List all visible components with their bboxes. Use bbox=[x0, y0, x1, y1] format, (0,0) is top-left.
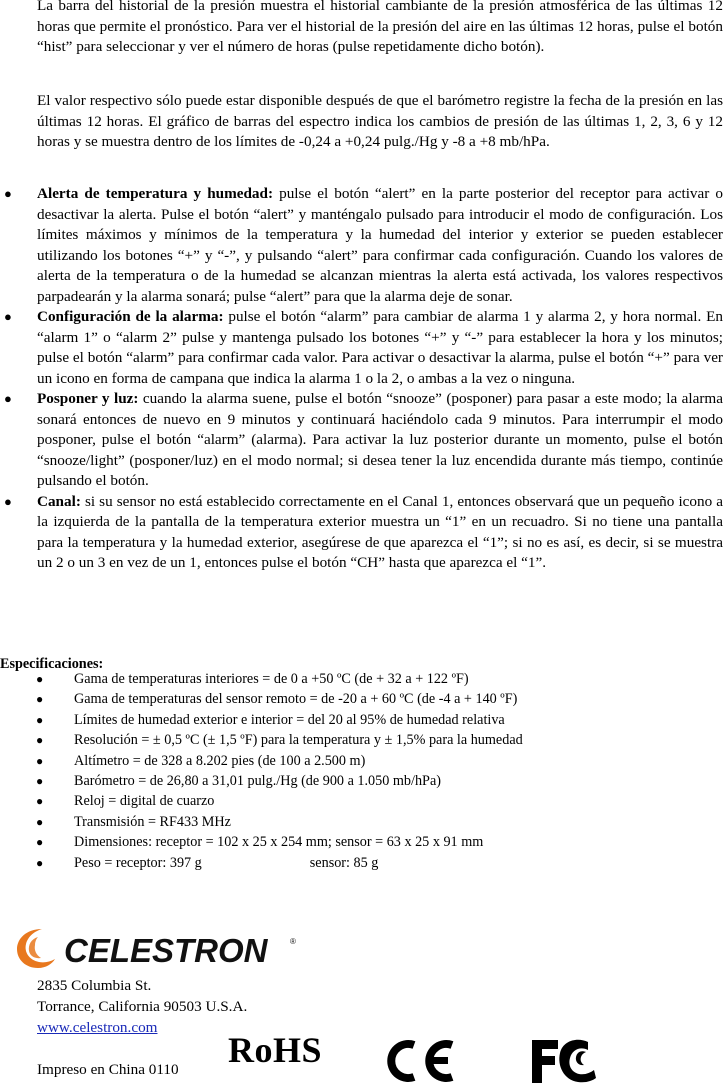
spec-item: ● Gama de temperaturas interiores = de 0 a +50 ºC (de + 32 a + 122 ºF) bbox=[36, 669, 523, 689]
spec-item-weight bbox=[36, 853, 523, 873]
bullet-text: si su sensor no está establecido correctamente en el Canal 1, entonces observará que un pequeño icono a la izquierda de la pantalla de la temperatura exterior muestra un “1” en un recuadro. Si no tiene una pantalla para la temperatura y la humedad exterior, asegúrese de que aparezca el “1”; si no es así, es decir, si se muestra un 2 o un 3 en vez de un 1, entonces pulse el botón “CH” hasta que aparezca el “1”. bbox=[37, 492, 723, 571]
bullet-posponer bbox=[0, 389, 723, 492]
bullet-dot-icon: ● bbox=[36, 814, 44, 829]
bullet-title: Canal: bbox=[37, 492, 81, 510]
company-address bbox=[37, 975, 247, 1038]
bullet-dot-icon: ● bbox=[4, 186, 12, 201]
spec-item: ● Resolución = ± 0,5 ºC (± 1,5 ºF) para la temperatura y ± 1,5% para la humedad bbox=[36, 730, 523, 750]
bullet-alarma bbox=[0, 307, 723, 389]
bullet-dot-icon: ● bbox=[36, 794, 44, 809]
celestron-logo bbox=[14, 925, 299, 971]
bullet-text: pulse el botón “alert” en la parte posterior del receptor para activar o desactivar la alerta. Pulse el botón “alert” y manténgalo pulsado para introducir el modo de configuración. Los límites máximos y mínimos de la temperatura y la humedad del interior y exterior se pueden establecer utilizando los botones “+” y “-”, y pulsando “alert” para confirmar cada configuración. Cuando los valores de alerta de la temperatura o de la humedad se alcanzan mientras la alerta está activada, los valores respectivos parpadearán y la alarma sonará; pulse “alert” para que la alarma deje de sonar. bbox=[37, 185, 723, 305]
bullet-dot-icon: ● bbox=[36, 692, 44, 707]
intro-paragraph-2: El valor respectivo sólo puede estar disponible después de que el barómetro registre la fecha de la presión en las últimas 12 horas. El gráfico de barras del espectro indica los cambios de presión de las últimas 1, 2, 3, 6 y 12 horas y se muestra dentro de los límites de -0,24 a +0,24 pulg./Hg y -8 a +8 mb/hPa. bbox=[37, 92, 723, 150]
spec-item: ● Gama de temperaturas del sensor remoto = de -20 a + 60 ºC (de -4 a + 140 ºF) bbox=[36, 689, 523, 709]
bullet-dot-icon: ● bbox=[4, 391, 12, 406]
bullet-alerta bbox=[0, 184, 723, 307]
bullet-text: pulse el botón “alarm” para cambiar de alarma 1 y alarma 2, y hora normal. En “alarm 1” o “alarm 2” pulse y mantenga pulsado los botones “+” y “-” para establecer la hora y los minutos; pulse el botón “alarm” para confirmar cada valor. Para activar o desactivar la alarma, pulse el botón “+” para ver un icono en forma de campana que indica la alarma 1 o la 2, o ambas a la vez o ninguna. bbox=[37, 308, 723, 387]
logo-wordmark: CELESTRON bbox=[64, 932, 268, 969]
celestron-swoosh-icon bbox=[17, 929, 55, 968]
bullet-dot-icon: ● bbox=[36, 672, 44, 686]
bullet-dot-icon: ● bbox=[36, 753, 44, 768]
fc-mark-icon bbox=[528, 1034, 600, 1087]
spec-item: ● Dimensiones: receptor = 102 x 25 x 254 mm; sensor = 63 x 25 x 91 mm bbox=[36, 832, 523, 852]
spec-item: ● Barómetro = de 26,80 a 31,01 pulg./Hg (de 900 a 1.050 mb/hPa) bbox=[36, 771, 523, 791]
spec-item: ● Transmisión = RF433 MHz bbox=[36, 812, 523, 832]
bullet-dot-icon: ● bbox=[36, 712, 44, 727]
bullet-dot-icon: ● bbox=[4, 309, 12, 324]
bullet-dot-icon: ● bbox=[36, 835, 44, 850]
bullet-title: Posponer y luz: bbox=[37, 390, 139, 407]
bullet-canal bbox=[0, 492, 723, 574]
weight-sensor: sensor: 85 g bbox=[309, 854, 379, 871]
bullet-dot-icon: ● bbox=[36, 855, 44, 870]
registered-mark: ® bbox=[290, 937, 296, 946]
bullet-dot-icon: ● bbox=[36, 733, 44, 748]
rohs-mark: RoHS bbox=[228, 1030, 323, 1070]
weight-receptor: Peso = receptor: 397 g bbox=[74, 854, 202, 871]
bullet-text: cuando la alarma suene, pulse el botón “snooze” (posponer) para pasar a este modo; la alarma sonará entonces de nuevo en 9 minutos y continuará haciéndolo cada 9 minutos. Para interrumpir el modo posponer, pulse el botón “alarm” (alarma). Para activar la luz posterior durante un momento, pulse el botón “snooze/light” (posponer/luz) en el modo normal; si desea tener la luz encendida durante más tiempo, continúe pulsando el botón. bbox=[37, 390, 723, 489]
specifications-heading: Especificaciones: bbox=[0, 656, 104, 672]
address-line-2: Torrance, California 90503 U.S.A. bbox=[37, 998, 248, 1015]
specifications-list bbox=[36, 669, 523, 873]
bullet-title: Configuración de la alarma: bbox=[37, 308, 224, 325]
spec-item: ● Altímetro = de 328 a 8.202 pies (de 100 a 2.500 m) bbox=[36, 751, 523, 771]
feature-bullet-list bbox=[0, 184, 723, 574]
spec-item: ● Límites de humedad exterior e interior = del 20 al 95% de humedad relativa bbox=[36, 710, 523, 730]
spec-item: ● Reloj = digital de cuarzo bbox=[36, 791, 523, 811]
intro-paragraph-1: La barra del historial de la presión muestra el historial cambiante de la presión atmosférica de las últimas 12 horas que permite el pronóstico. Para ver el historial de la presión del aire en las últimas 12 horas, pulse el botón “hist” para seleccionar y ver el número de horas (pulse repetidamente dicho botón). bbox=[37, 0, 723, 55]
address-line-1: 2835 Columbia St. bbox=[37, 977, 152, 994]
bullet-title: Alerta de temperatura y humedad: bbox=[37, 185, 274, 202]
bullet-dot-icon: ● bbox=[4, 493, 12, 509]
website-link[interactable]: www.celestron.com bbox=[37, 1019, 158, 1036]
printed-in: Impreso en China 0110 bbox=[37, 1061, 179, 1078]
bullet-dot-icon: ● bbox=[36, 774, 44, 789]
ce-mark-icon bbox=[382, 1036, 458, 1086]
